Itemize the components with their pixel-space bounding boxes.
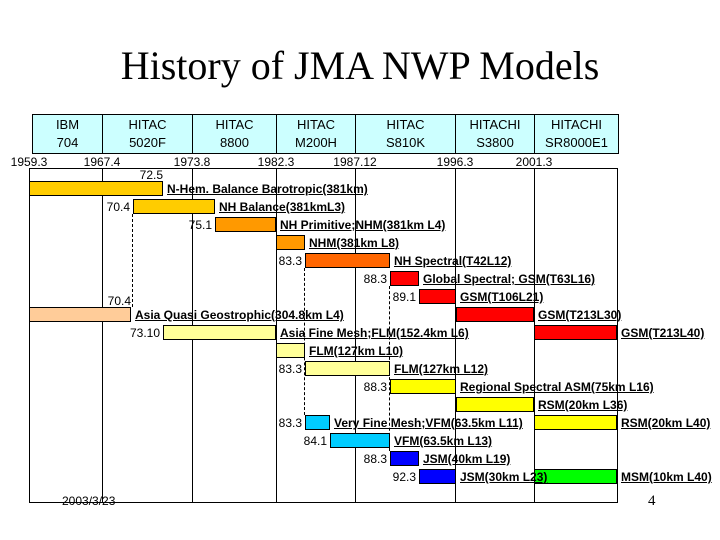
computer-model: M200H bbox=[295, 135, 337, 150]
model-bar-label: NHM(381km L8) bbox=[309, 236, 400, 250]
model-bar-label: Global Spectral; GSM(T63L16) bbox=[423, 272, 596, 286]
model-bar bbox=[419, 469, 456, 484]
start-date-label: 73.10 bbox=[129, 326, 160, 340]
axis-tick-label: 1982.3 bbox=[257, 155, 295, 169]
model-bar bbox=[163, 325, 276, 340]
model-bar bbox=[330, 433, 390, 448]
model-bar-label: N-Hem. Balance Barotropic(381km) bbox=[167, 182, 368, 196]
model-bar bbox=[29, 307, 131, 322]
computer-box bbox=[455, 114, 535, 154]
computer-name: HITACHI bbox=[469, 117, 521, 132]
computer-name: HITAC bbox=[215, 117, 254, 132]
start-date-label: 88.3 bbox=[363, 452, 387, 466]
model-bar-label: GSM(T213L30) bbox=[538, 308, 622, 322]
computer-model: 704 bbox=[56, 135, 79, 150]
axis-tick-label: 1967.4 bbox=[83, 155, 121, 169]
start-date-label: 83.3 bbox=[278, 416, 302, 430]
model-bar-label: GSM(T213L40) bbox=[621, 326, 705, 340]
computer-box bbox=[276, 114, 356, 154]
dashed-connector bbox=[132, 214, 133, 307]
model-bar bbox=[390, 271, 419, 286]
computer-name: IBM bbox=[55, 117, 80, 132]
model-bar bbox=[276, 343, 305, 358]
computer-model: 8800 bbox=[220, 135, 249, 150]
model-bar-label: FLM(127km L12) bbox=[394, 362, 489, 376]
dashed-connector bbox=[304, 268, 305, 415]
axis-tick-label: 1987.12 bbox=[333, 155, 377, 169]
model-bar-label: NH Primitive;NHM(381km L4) bbox=[280, 218, 446, 232]
model-bar bbox=[456, 397, 534, 412]
computer-box bbox=[355, 114, 456, 154]
model-bar bbox=[534, 325, 617, 340]
model-bar bbox=[276, 235, 305, 250]
model-bar-label: Asia Quasi Geostrophic(304.8km L4) bbox=[135, 308, 344, 322]
model-bar bbox=[390, 451, 419, 466]
model-bar bbox=[29, 181, 163, 196]
footer-date: 2003/3/23 bbox=[62, 494, 116, 508]
model-bar-label: Very Fine Mesh;VFM(63.5km L11) bbox=[334, 416, 523, 430]
start-date-label: 88.3 bbox=[363, 380, 387, 394]
model-bar bbox=[456, 307, 534, 322]
computer-name: HITAC bbox=[128, 117, 167, 132]
computer-name: HITAC bbox=[386, 117, 425, 132]
model-bar bbox=[390, 379, 456, 394]
model-bar-label: RSM(20km L36) bbox=[538, 398, 628, 412]
model-bar bbox=[305, 253, 390, 268]
computer-name: HITAC bbox=[296, 117, 336, 132]
model-bar-label: VFM(63.5km L13) bbox=[394, 434, 493, 448]
model-bar-label: Regional Spectral ASM(75km L16) bbox=[460, 380, 654, 394]
computer-model: S810K bbox=[385, 135, 426, 150]
axis-tick-label: 1996.3 bbox=[436, 155, 474, 169]
model-bar-label: FLM(127km L10) bbox=[309, 344, 404, 358]
computer-box bbox=[32, 114, 103, 154]
computer-name: HITACHI bbox=[550, 117, 603, 132]
computer-model: 5020F bbox=[129, 135, 166, 150]
model-bar bbox=[305, 415, 330, 430]
start-date-label: 92.3 bbox=[392, 470, 416, 484]
model-bar-label: NH Spectral(T42L12) bbox=[394, 254, 512, 268]
computer-box bbox=[102, 114, 193, 154]
model-bar-label: MSM(10km L40) bbox=[621, 470, 712, 484]
start-date-label: 84.1 bbox=[303, 434, 327, 448]
start-date-label: 83.3 bbox=[278, 362, 302, 376]
end-date-label: 72.5 bbox=[139, 168, 163, 182]
computer-box bbox=[192, 114, 277, 154]
computer-box bbox=[534, 114, 619, 154]
start-date-label: 83.3 bbox=[278, 254, 302, 268]
model-bar-label: RSM(20km L40) bbox=[621, 416, 711, 430]
end-date-label: 70.4 bbox=[107, 294, 131, 308]
model-bar bbox=[133, 199, 215, 214]
start-date-label: 88.3 bbox=[363, 272, 387, 286]
axis-gridline bbox=[276, 168, 277, 503]
model-bar-label: GSM(T106L21) bbox=[460, 290, 544, 304]
computer-model: SR8000E1 bbox=[545, 135, 608, 150]
model-bar-label: JSM(40km L19) bbox=[423, 452, 511, 466]
model-bar bbox=[419, 289, 456, 304]
start-date-label: 70.4 bbox=[106, 200, 130, 214]
start-date-label: 75.1 bbox=[188, 218, 212, 232]
slide-title: History of JMA NWP Models bbox=[120, 43, 600, 88]
page-number: 4 bbox=[648, 493, 656, 509]
model-bar-label: NH Balance(381kmL3) bbox=[219, 200, 346, 214]
axis-tick-label: 2001.3 bbox=[515, 155, 553, 169]
model-bar bbox=[215, 217, 276, 232]
axis-tick-label: 1959.3 bbox=[10, 155, 48, 169]
start-date-label: 89.1 bbox=[392, 290, 416, 304]
model-bar bbox=[305, 361, 390, 376]
model-bar-label: Asia Fine Mesh;FLM(152.4km L6) bbox=[280, 326, 469, 340]
model-bar bbox=[534, 415, 617, 430]
axis-tick-label: 1973.8 bbox=[173, 155, 211, 169]
model-bar-label: JSM(30km L23) bbox=[460, 470, 548, 484]
computer-model: S3800 bbox=[476, 135, 514, 150]
